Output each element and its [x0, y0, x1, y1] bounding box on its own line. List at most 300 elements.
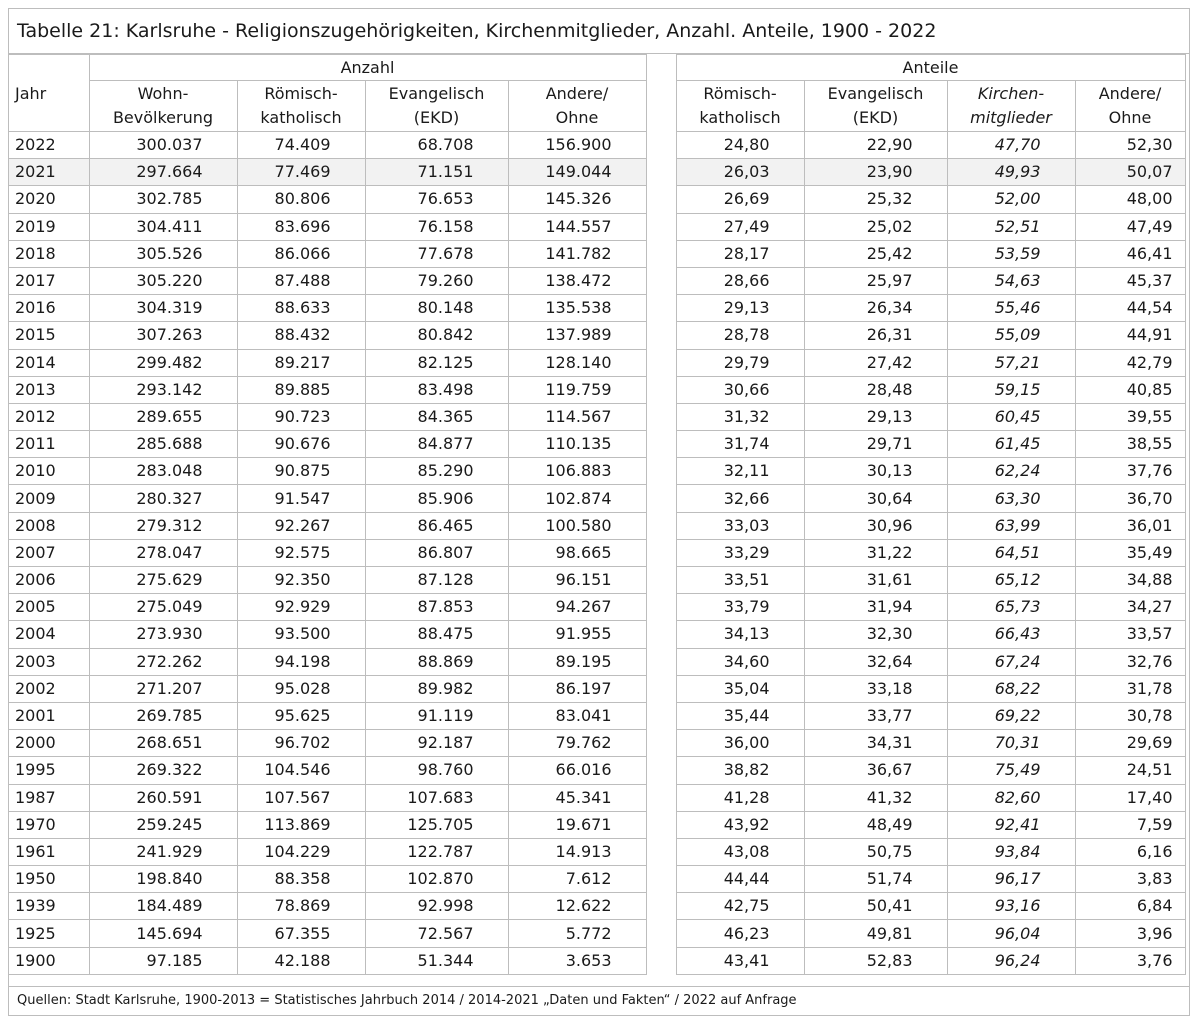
- cell-andere: 14.913: [508, 838, 646, 865]
- cell-evangelisch: 77.678: [365, 240, 508, 267]
- cell-andere-pct: 44,91: [1075, 322, 1185, 349]
- cell-evangelisch-pct: 25,97: [804, 267, 947, 294]
- column-gap: [646, 702, 676, 729]
- table-row: [9, 376, 1185, 403]
- column-gap: [646, 893, 676, 920]
- cell-kirchenmitglieder-pct: 62,24: [947, 458, 1075, 485]
- cell-roemisch-katholisch: 90.676: [237, 431, 365, 458]
- table-row: [9, 512, 1185, 539]
- cell-roemisch-katholisch: 91.547: [237, 485, 365, 512]
- cell-roemisch-katholisch-pct: 33,51: [676, 567, 804, 594]
- header-rk-line-2: katholisch: [260, 108, 342, 127]
- cell-evangelisch: 85.906: [365, 485, 508, 512]
- header-andere-pct: [1075, 81, 1185, 132]
- header-kirchenmitglieder-pct-line-1: Kirchen-: [977, 84, 1045, 103]
- table-row: [9, 295, 1185, 322]
- cell-andere: 96.151: [508, 567, 646, 594]
- cell-roemisch-katholisch-pct: 41,28: [676, 784, 804, 811]
- cell-roemisch-katholisch-pct: 42,75: [676, 893, 804, 920]
- cell-andere: 98.665: [508, 539, 646, 566]
- column-gap: [646, 431, 676, 458]
- cell-andere-pct: 46,41: [1075, 240, 1185, 267]
- column-gap: [646, 349, 676, 376]
- cell-andere: 149.044: [508, 159, 646, 186]
- header-ev-pct: [804, 81, 947, 132]
- table-row: [9, 567, 1185, 594]
- cell-roemisch-katholisch: 83.696: [237, 213, 365, 240]
- cell-evangelisch: 76.158: [365, 213, 508, 240]
- table-row: [9, 267, 1185, 294]
- cell-evangelisch: 125.705: [365, 811, 508, 838]
- table-row: [9, 403, 1185, 430]
- cell-andere-pct: 36,70: [1075, 485, 1185, 512]
- cell-kirchenmitglieder-pct: 93,16: [947, 893, 1075, 920]
- cell-evangelisch: 88.475: [365, 621, 508, 648]
- cell-evangelisch: 87.853: [365, 594, 508, 621]
- cell-evangelisch-pct: 26,31: [804, 322, 947, 349]
- cell-kirchenmitglieder-pct: 63,99: [947, 512, 1075, 539]
- cell-roemisch-katholisch-pct: 24,80: [676, 132, 804, 159]
- cell-jahr: 2004: [9, 621, 89, 648]
- cell-andere: 128.140: [508, 349, 646, 376]
- cell-bevoelkerung: 275.049: [89, 594, 237, 621]
- header-kirchenmitglieder-pct: [947, 81, 1075, 132]
- cell-roemisch-katholisch-pct: 43,92: [676, 811, 804, 838]
- cell-roemisch-katholisch-pct: 32,11: [676, 458, 804, 485]
- column-gap: [646, 838, 676, 865]
- cell-andere-pct: 37,76: [1075, 458, 1185, 485]
- table-row: [9, 594, 1185, 621]
- cell-evangelisch: 98.760: [365, 757, 508, 784]
- header-bev-line-1: Wohn-: [137, 84, 189, 103]
- cell-roemisch-katholisch: 74.409: [237, 132, 365, 159]
- table-row: [9, 621, 1185, 648]
- cell-evangelisch-pct: 51,74: [804, 866, 947, 893]
- cell-kirchenmitglieder-pct: 92,41: [947, 811, 1075, 838]
- cell-bevoelkerung: 307.263: [89, 322, 237, 349]
- table-row: [9, 132, 1185, 159]
- cell-evangelisch: 71.151: [365, 159, 508, 186]
- cell-roemisch-katholisch: 107.567: [237, 784, 365, 811]
- cell-roemisch-katholisch: 90.723: [237, 403, 365, 430]
- cell-evangelisch: 107.683: [365, 784, 508, 811]
- cell-andere-pct: 6,16: [1075, 838, 1185, 865]
- cell-roemisch-katholisch: 77.469: [237, 159, 365, 186]
- cell-andere: 110.135: [508, 431, 646, 458]
- cell-kirchenmitglieder-pct: 61,45: [947, 431, 1075, 458]
- cell-andere: 141.782: [508, 240, 646, 267]
- cell-andere-pct: 52,30: [1075, 132, 1185, 159]
- cell-andere: 79.762: [508, 730, 646, 757]
- cell-jahr: 1939: [9, 893, 89, 920]
- table-row: [9, 322, 1185, 349]
- cell-jahr: 2000: [9, 730, 89, 757]
- cell-evangelisch-pct: 30,13: [804, 458, 947, 485]
- table-row: [9, 431, 1185, 458]
- cell-roemisch-katholisch: 89.885: [237, 376, 365, 403]
- cell-roemisch-katholisch: 88.358: [237, 866, 365, 893]
- cell-evangelisch: 84.877: [365, 431, 508, 458]
- cell-roemisch-katholisch: 92.267: [237, 512, 365, 539]
- cell-andere-pct: 24,51: [1075, 757, 1185, 784]
- table-row: [9, 730, 1185, 757]
- cell-kirchenmitglieder-pct: 96,17: [947, 866, 1075, 893]
- cell-roemisch-katholisch-pct: 28,17: [676, 240, 804, 267]
- cell-bevoelkerung: 269.322: [89, 757, 237, 784]
- cell-evangelisch: 80.842: [365, 322, 508, 349]
- column-gap: [646, 539, 676, 566]
- cell-roemisch-katholisch: 94.198: [237, 648, 365, 675]
- column-gap: [646, 811, 676, 838]
- cell-evangelisch-pct: 25,32: [804, 186, 947, 213]
- cell-bevoelkerung: 145.694: [89, 920, 237, 947]
- cell-kirchenmitglieder-pct: 67,24: [947, 648, 1075, 675]
- cell-bevoelkerung: 305.526: [89, 240, 237, 267]
- table-row: [9, 811, 1185, 838]
- header-bev-line-2: Bevölkerung: [112, 108, 214, 127]
- header-rk-pct: [676, 81, 804, 132]
- table-row: [9, 458, 1185, 485]
- cell-evangelisch: 87.128: [365, 567, 508, 594]
- column-gap: [646, 947, 676, 974]
- cell-bevoelkerung: 289.655: [89, 403, 237, 430]
- column-gap: [646, 322, 676, 349]
- cell-evangelisch-pct: 30,64: [804, 485, 947, 512]
- cell-evangelisch-pct: 32,30: [804, 621, 947, 648]
- cell-andere-pct: 3,96: [1075, 920, 1185, 947]
- column-gap: [646, 55, 676, 132]
- cell-roemisch-katholisch-pct: 46,23: [676, 920, 804, 947]
- cell-evangelisch-pct: 27,42: [804, 349, 947, 376]
- cell-andere: 135.538: [508, 295, 646, 322]
- cell-evangelisch: 88.869: [365, 648, 508, 675]
- cell-roemisch-katholisch-pct: 35,04: [676, 675, 804, 702]
- column-gap: [646, 485, 676, 512]
- table-row: [9, 893, 1185, 920]
- table-row: [9, 648, 1185, 675]
- cell-jahr: 2007: [9, 539, 89, 566]
- cell-andere-pct: 39,55: [1075, 403, 1185, 430]
- cell-bevoelkerung: 97.185: [89, 947, 237, 974]
- column-gap: [646, 675, 676, 702]
- cell-jahr: 2012: [9, 403, 89, 430]
- cell-evangelisch-pct: 31,94: [804, 594, 947, 621]
- cell-kirchenmitglieder-pct: 59,15: [947, 376, 1075, 403]
- cell-roemisch-katholisch-pct: 33,29: [676, 539, 804, 566]
- cell-andere: 86.197: [508, 675, 646, 702]
- cell-jahr: 2005: [9, 594, 89, 621]
- cell-roemisch-katholisch: 95.625: [237, 702, 365, 729]
- cell-evangelisch: 122.787: [365, 838, 508, 865]
- cell-kirchenmitglieder-pct: 69,22: [947, 702, 1075, 729]
- cell-evangelisch-pct: 50,41: [804, 893, 947, 920]
- cell-roemisch-katholisch-pct: 38,82: [676, 757, 804, 784]
- cell-roemisch-katholisch-pct: 28,66: [676, 267, 804, 294]
- column-gap: [646, 186, 676, 213]
- cell-andere: 45.341: [508, 784, 646, 811]
- cell-andere-pct: 38,55: [1075, 431, 1185, 458]
- cell-evangelisch: 85.290: [365, 458, 508, 485]
- cell-kirchenmitglieder-pct: 96,04: [947, 920, 1075, 947]
- cell-roemisch-katholisch: 92.929: [237, 594, 365, 621]
- cell-kirchenmitglieder-pct: 93,84: [947, 838, 1075, 865]
- cell-roemisch-katholisch-pct: 27,49: [676, 213, 804, 240]
- cell-andere-pct: 50,07: [1075, 159, 1185, 186]
- cell-andere: 156.900: [508, 132, 646, 159]
- cell-kirchenmitglieder-pct: 52,00: [947, 186, 1075, 213]
- cell-kirchenmitglieder-pct: 70,31: [947, 730, 1075, 757]
- cell-andere-pct: 36,01: [1075, 512, 1185, 539]
- cell-jahr: 1950: [9, 866, 89, 893]
- cell-bevoelkerung: 293.142: [89, 376, 237, 403]
- cell-evangelisch: 72.567: [365, 920, 508, 947]
- cell-bevoelkerung: 280.327: [89, 485, 237, 512]
- table-row: [9, 213, 1185, 240]
- cell-andere-pct: 30,78: [1075, 702, 1185, 729]
- cell-andere: 19.671: [508, 811, 646, 838]
- cell-bevoelkerung: 302.785: [89, 186, 237, 213]
- cell-jahr: 2022: [9, 132, 89, 159]
- cell-bevoelkerung: 241.929: [89, 838, 237, 865]
- cell-roemisch-katholisch-pct: 43,41: [676, 947, 804, 974]
- cell-roemisch-katholisch: 90.875: [237, 458, 365, 485]
- cell-jahr: 2003: [9, 648, 89, 675]
- column-gap: [646, 376, 676, 403]
- cell-evangelisch-pct: 52,83: [804, 947, 947, 974]
- header-andere-line-2: Ohne: [555, 108, 599, 127]
- cell-evangelisch-pct: 36,67: [804, 757, 947, 784]
- cell-evangelisch-pct: 29,71: [804, 431, 947, 458]
- header-group-anteile: Anteile: [676, 55, 1185, 81]
- cell-evangelisch: 83.498: [365, 376, 508, 403]
- column-gap: [646, 757, 676, 784]
- cell-andere: 12.622: [508, 893, 646, 920]
- cell-jahr: 1970: [9, 811, 89, 838]
- cell-evangelisch: 102.870: [365, 866, 508, 893]
- cell-kirchenmitglieder-pct: 63,30: [947, 485, 1075, 512]
- cell-jahr: 2011: [9, 431, 89, 458]
- cell-bevoelkerung: 300.037: [89, 132, 237, 159]
- cell-bevoelkerung: 279.312: [89, 512, 237, 539]
- column-gap: [646, 403, 676, 430]
- cell-kirchenmitglieder-pct: 66,43: [947, 621, 1075, 648]
- cell-andere: 100.580: [508, 512, 646, 539]
- cell-andere: 114.567: [508, 403, 646, 430]
- table-row: [9, 947, 1185, 974]
- cell-kirchenmitglieder-pct: 65,73: [947, 594, 1075, 621]
- column-gap: [646, 132, 676, 159]
- cell-jahr: 1925: [9, 920, 89, 947]
- cell-evangelisch-pct: 29,13: [804, 403, 947, 430]
- cell-kirchenmitglieder-pct: 68,22: [947, 675, 1075, 702]
- cell-jahr: 1995: [9, 757, 89, 784]
- column-gap: [646, 159, 676, 186]
- cell-roemisch-katholisch: 104.229: [237, 838, 365, 865]
- table-row: [9, 159, 1185, 186]
- cell-roemisch-katholisch-pct: 34,13: [676, 621, 804, 648]
- cell-kirchenmitglieder-pct: 54,63: [947, 267, 1075, 294]
- cell-roemisch-katholisch: 88.432: [237, 322, 365, 349]
- cell-roemisch-katholisch: 96.702: [237, 730, 365, 757]
- cell-evangelisch-pct: 33,18: [804, 675, 947, 702]
- cell-evangelisch-pct: 23,90: [804, 159, 947, 186]
- cell-jahr: 2014: [9, 349, 89, 376]
- cell-roemisch-katholisch-pct: 28,78: [676, 322, 804, 349]
- cell-andere: 144.557: [508, 213, 646, 240]
- cell-jahr: 2016: [9, 295, 89, 322]
- column-gap: [646, 866, 676, 893]
- header-rk-pct-line-1: Römisch-: [703, 84, 777, 103]
- column-gap: [646, 458, 676, 485]
- cell-evangelisch: 80.148: [365, 295, 508, 322]
- cell-andere: 106.883: [508, 458, 646, 485]
- cell-andere: 94.267: [508, 594, 646, 621]
- cell-kirchenmitglieder-pct: 55,09: [947, 322, 1075, 349]
- cell-jahr: 1987: [9, 784, 89, 811]
- cell-roemisch-katholisch: 92.575: [237, 539, 365, 566]
- table-row: [9, 784, 1185, 811]
- cell-jahr: 2017: [9, 267, 89, 294]
- table-row: [9, 866, 1185, 893]
- cell-roemisch-katholisch-pct: 31,74: [676, 431, 804, 458]
- header-ev: [365, 81, 508, 132]
- column-gap: [646, 621, 676, 648]
- cell-roemisch-katholisch-pct: 29,13: [676, 295, 804, 322]
- header-ev-pct-line-1: Evangelisch: [827, 84, 924, 103]
- cell-roemisch-katholisch: 95.028: [237, 675, 365, 702]
- cell-andere: 5.772: [508, 920, 646, 947]
- cell-roemisch-katholisch-pct: 31,32: [676, 403, 804, 430]
- data-table: [9, 54, 1186, 975]
- cell-kirchenmitglieder-pct: 55,46: [947, 295, 1075, 322]
- cell-andere-pct: 3,76: [1075, 947, 1185, 974]
- cell-evangelisch: 92.187: [365, 730, 508, 757]
- cell-roemisch-katholisch: 104.546: [237, 757, 365, 784]
- table-row: [9, 920, 1185, 947]
- cell-roemisch-katholisch: 88.633: [237, 295, 365, 322]
- cell-kirchenmitglieder-pct: 52,51: [947, 213, 1075, 240]
- cell-andere: 83.041: [508, 702, 646, 729]
- cell-andere-pct: 47,49: [1075, 213, 1185, 240]
- cell-kirchenmitglieder-pct: 82,60: [947, 784, 1075, 811]
- cell-roemisch-katholisch-pct: 26,03: [676, 159, 804, 186]
- cell-evangelisch: 82.125: [365, 349, 508, 376]
- cell-andere-pct: 29,69: [1075, 730, 1185, 757]
- cell-roemisch-katholisch-pct: 33,79: [676, 594, 804, 621]
- cell-andere-pct: 17,40: [1075, 784, 1185, 811]
- cell-andere-pct: 44,54: [1075, 295, 1185, 322]
- cell-kirchenmitglieder-pct: 60,45: [947, 403, 1075, 430]
- cell-andere: 145.326: [508, 186, 646, 213]
- cell-bevoelkerung: 285.688: [89, 431, 237, 458]
- cell-evangelisch-pct: 31,22: [804, 539, 947, 566]
- header-jahr: Jahr: [9, 55, 89, 132]
- cell-roemisch-katholisch-pct: 29,79: [676, 349, 804, 376]
- cell-roemisch-katholisch-pct: 35,44: [676, 702, 804, 729]
- column-gap: [646, 920, 676, 947]
- cell-roemisch-katholisch-pct: 32,66: [676, 485, 804, 512]
- header-andere-pct-line-2: Ohne: [1108, 108, 1152, 127]
- cell-bevoelkerung: 268.651: [89, 730, 237, 757]
- cell-andere-pct: 3,83: [1075, 866, 1185, 893]
- cell-jahr: 2021: [9, 159, 89, 186]
- column-gap: [646, 784, 676, 811]
- cell-roemisch-katholisch: 86.066: [237, 240, 365, 267]
- table-row: [9, 757, 1185, 784]
- cell-andere-pct: 42,79: [1075, 349, 1185, 376]
- cell-andere: 119.759: [508, 376, 646, 403]
- cell-bevoelkerung: 278.047: [89, 539, 237, 566]
- cell-kirchenmitglieder-pct: 96,24: [947, 947, 1075, 974]
- cell-bevoelkerung: 259.245: [89, 811, 237, 838]
- cell-jahr: 2001: [9, 702, 89, 729]
- cell-evangelisch: 86.807: [365, 539, 508, 566]
- cell-jahr: 2019: [9, 213, 89, 240]
- header-kirchenmitglieder-pct-line-2: mitglieder: [970, 108, 1052, 127]
- header-andere-pct-line-1: Andere/: [1098, 84, 1162, 103]
- table-row: [9, 349, 1185, 376]
- cell-bevoelkerung: 275.629: [89, 567, 237, 594]
- cell-jahr: 1900: [9, 947, 89, 974]
- table-body: [9, 132, 1185, 975]
- table-row: [9, 838, 1185, 865]
- column-gap: [646, 267, 676, 294]
- cell-roemisch-katholisch-pct: 34,60: [676, 648, 804, 675]
- cell-andere-pct: 45,37: [1075, 267, 1185, 294]
- cell-roemisch-katholisch: 67.355: [237, 920, 365, 947]
- cell-andere-pct: 31,78: [1075, 675, 1185, 702]
- cell-roemisch-katholisch: 113.869: [237, 811, 365, 838]
- cell-andere: 102.874: [508, 485, 646, 512]
- column-gap: [646, 648, 676, 675]
- cell-andere-pct: 7,59: [1075, 811, 1185, 838]
- cell-bevoelkerung: 304.319: [89, 295, 237, 322]
- table-row: [9, 186, 1185, 213]
- cell-andere: 138.472: [508, 267, 646, 294]
- cell-evangelisch-pct: 30,96: [804, 512, 947, 539]
- table-row: [9, 485, 1185, 512]
- cell-andere-pct: 32,76: [1075, 648, 1185, 675]
- cell-andere-pct: 40,85: [1075, 376, 1185, 403]
- cell-roemisch-katholisch-pct: 44,44: [676, 866, 804, 893]
- cell-evangelisch: 91.119: [365, 702, 508, 729]
- header-ev-line-1: Evangelisch: [388, 84, 485, 103]
- table-row: [9, 702, 1185, 729]
- cell-roemisch-katholisch: 87.488: [237, 267, 365, 294]
- cell-andere: 66.016: [508, 757, 646, 784]
- header-rk: [237, 81, 365, 132]
- cell-kirchenmitglieder-pct: 53,59: [947, 240, 1075, 267]
- source-note: Quellen: Stadt Karlsruhe, 1900-2013 = Statistisches Jahrbuch 2014 / 2014-2021 „Daten und Fakten“ / 2022 auf Anfrage: [8, 986, 1190, 1016]
- column-gap: [646, 512, 676, 539]
- cell-andere-pct: 35,49: [1075, 539, 1185, 566]
- cell-roemisch-katholisch-pct: 30,66: [676, 376, 804, 403]
- table-title: Tabelle 21: Karlsruhe - Religionszugehörigkeiten, Kirchenmitglieder, Anzahl. Anteile, 1900 - 2022: [8, 8, 1190, 54]
- cell-jahr: 2009: [9, 485, 89, 512]
- cell-roemisch-katholisch: 42.188: [237, 947, 365, 974]
- cell-andere: 3.653: [508, 947, 646, 974]
- cell-evangelisch-pct: 33,77: [804, 702, 947, 729]
- cell-bevoelkerung: 269.785: [89, 702, 237, 729]
- cell-evangelisch-pct: 31,61: [804, 567, 947, 594]
- cell-andere-pct: 34,88: [1075, 567, 1185, 594]
- cell-evangelisch-pct: 26,34: [804, 295, 947, 322]
- header-andere: [508, 81, 646, 132]
- cell-roemisch-katholisch: 78.869: [237, 893, 365, 920]
- column-gap: [646, 730, 676, 757]
- header-andere-line-1: Andere/: [545, 84, 609, 103]
- cell-bevoelkerung: 260.591: [89, 784, 237, 811]
